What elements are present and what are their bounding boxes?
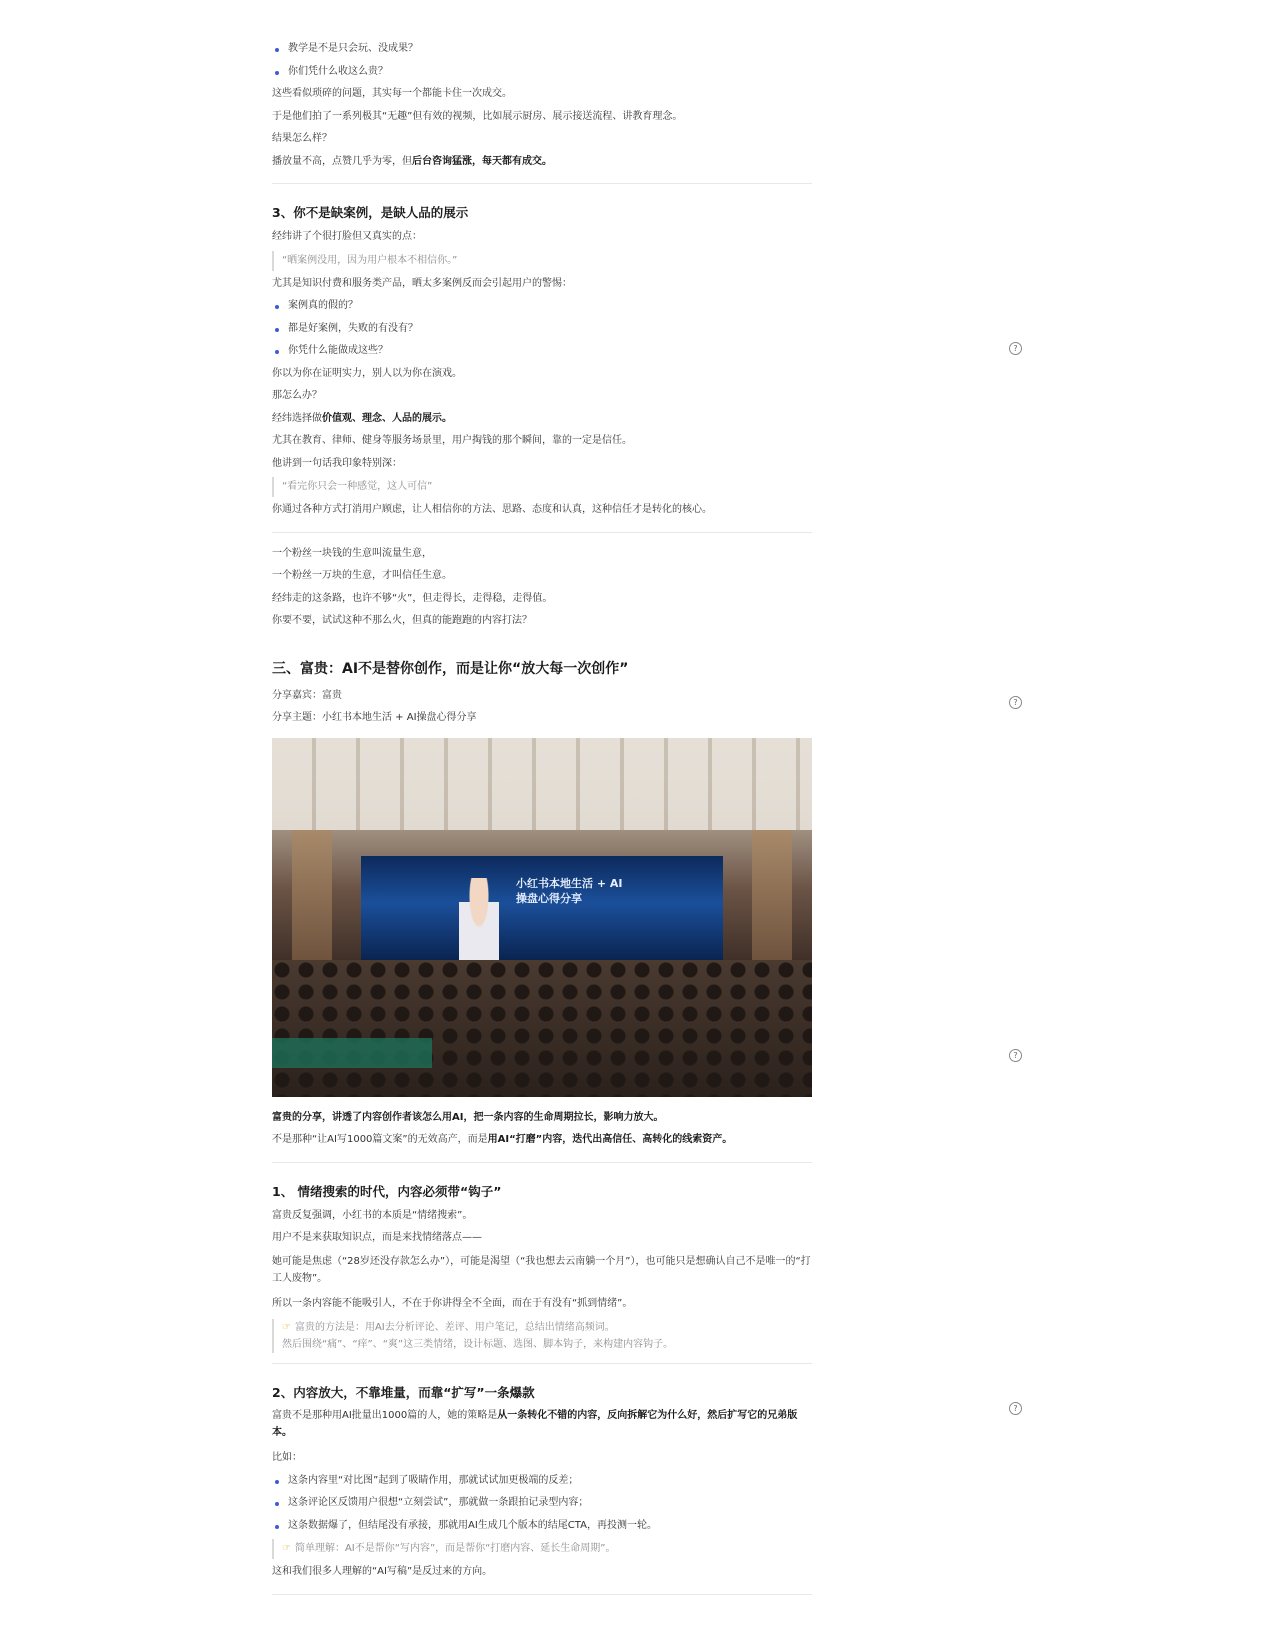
paragraph: 播放量不高，点赞几乎为零，但后台咨询猛涨，每天都有成交。 — [272, 155, 552, 167]
pointing-hand-icon: ☞ — [282, 1543, 291, 1554]
paragraph: 你要不要，试试这种不那么火，但真的能跑跑的内容打法？ — [272, 615, 532, 626]
divider — [272, 1363, 812, 1364]
list-item: 你们凭什么收这么贵？ — [272, 61, 812, 84]
paragraph: 他讲到一句话我印象特别深： — [272, 457, 402, 469]
paragraph: 尤其在教育、律师、健身等服务场景里，用户掏钱的那个瞬间，靠的一定是信任。 — [272, 435, 632, 446]
paragraph: 那怎么办？ — [272, 390, 322, 401]
divider — [272, 532, 812, 533]
paragraph: 富贵不是那种用AI批量出1000篇的人，她的策略是从一条转化不错的内容，反向拆解它为什么好，然后扩写它的兄弟版本。 — [272, 1410, 798, 1438]
part-heading: 三、富贵：AI不是替你创作，而是让你“放大每一次创作” — [272, 660, 629, 677]
paragraph: 这些看似琐碎的问题，其实每一个都能卡住一次成交。 — [272, 88, 512, 99]
section-heading: 3、你不是缺案例，是缺人品的展示 — [272, 205, 469, 220]
paragraph: 分享主题：小红书本地生活 + AI操盘心得分享 — [272, 712, 477, 723]
divider — [272, 1594, 812, 1595]
paragraph: 富贵的分享，讲透了内容创作者该怎么用AI，把一条内容的生命周期拉长，影响力放大。 — [272, 1111, 664, 1123]
list-item: 这条评论区反馈用户很想“立刻尝试”，那就做一条跟拍记录型内容； — [272, 1492, 812, 1515]
photo-ceiling — [272, 738, 812, 830]
paragraph: 比如： — [272, 1452, 302, 1463]
paragraph: 你通过各种方式打消用户顾虑，让人相信你的方法、思路、态度和认真，这种信任才是转化的核心。 — [272, 504, 712, 515]
paragraph: 不是那种“让AI写1000篇文案”的无效高产，而是用AI“打磨”内容，迭代出高信任、高转化的线索资产。 — [272, 1134, 733, 1145]
paragraph: 你以为你在证明实力，别人以为你在演戏。 — [272, 367, 462, 379]
paragraph: 这和我们很多人理解的“AI写稿”是反过来的方向。 — [272, 1566, 493, 1577]
blockquote: “晒案例没用，因为用户根本不相信你。” — [272, 251, 812, 271]
paragraph: 经纬讲了个很打脸但又真实的点： — [272, 231, 422, 242]
photo-pillar — [292, 830, 332, 970]
paragraph: 经纬选择做价值观、理念、人品的展示。 — [272, 412, 452, 424]
paragraph: 结果怎么样？ — [272, 133, 332, 144]
list-item: 你凭什么能做成这些？ — [272, 340, 812, 363]
tip-quote: ☞ 富贵的方法是：用AI去分析评论、差评、用户笔记，总结出情绪高频词。 然后围绕“痛”、“痒”、“爽”这三类情绪，设计标题、选图、脚本钩子，来构建内容钩子。 — [272, 1319, 812, 1353]
tip-quote: ☞ 简单理解：AI不是帮你“写内容”，而是帮你“打磨内容、延长生命周期”。 — [272, 1539, 812, 1559]
divider — [272, 183, 812, 184]
paragraph: 用户不是来获取知识点，而是来找情绪落点—— — [272, 1232, 482, 1243]
paragraph: 分享嘉宾：富贵 — [272, 689, 342, 701]
photo-table — [272, 1038, 432, 1068]
list-item: 这条内容里“对比图”起到了吸睛作用，那就试试加更极端的反差； — [272, 1470, 812, 1493]
section-heading: 2、内容放大，不靠堆量，而靠“扩写”一条爆款 — [272, 1385, 535, 1400]
blockquote: “看完你只会一种感觉，这人可信” — [272, 477, 812, 497]
photo-speaker — [459, 878, 499, 960]
photo-stage-screen — [361, 856, 723, 960]
help-icon[interactable]: ? — [1009, 696, 1022, 709]
paragraph: 尤其是知识付费和服务类产品，晒太多案例反而会引起用户的警惕： — [272, 277, 572, 289]
photo-audience — [272, 960, 812, 1097]
pointing-hand-icon: ☞ — [282, 1322, 291, 1333]
paragraph: 一个粉丝一万块的生意，才叫信任生意。 — [272, 570, 452, 581]
help-icon[interactable]: ? — [1009, 342, 1022, 355]
event-photo — [272, 738, 812, 1097]
help-icon[interactable]: ? — [1009, 1049, 1022, 1062]
paragraph: 一个粉丝一块钱的生意叫流量生意， — [272, 547, 432, 559]
help-icon[interactable]: ? — [1009, 1402, 1022, 1415]
paragraph: 经纬走的这条路，也许不够“火”，但走得长，走得稳，走得值。 — [272, 592, 553, 604]
paragraph: 所以一条内容能不能吸引人，不在于你讲得全不全面，而在于有没有“抓到情绪”。 — [272, 1297, 633, 1309]
photo-screen-title: 小红书本地生活 + AI 操盘心得分享 — [516, 876, 623, 905]
paragraph: 她可能是焦虑（“28岁还没存款怎么办”），可能是渴望（“我也想去云南躺一个月”），也可能只是想确认自己不是唯一的“打工人废物”。 — [272, 1255, 811, 1284]
list-item: 教学是不是只会玩、没成果？ — [272, 38, 812, 61]
article-body — [272, 38, 812, 1605]
list-item: 这条数据爆了，但结尾没有承接，那就用AI生成几个版本的结尾CTA，再投测一轮。 — [272, 1515, 812, 1538]
section-heading: 1、 情绪搜索的时代，内容必须带“钩子” — [272, 1183, 502, 1199]
photo-pillar — [752, 830, 792, 970]
list-item: 都是好案例，失败的有没有？ — [272, 318, 812, 341]
paragraph: 富贵反复强调，小红书的本质是“情绪搜索”。 — [272, 1209, 473, 1221]
list-item: 案例真的假的？ — [272, 295, 812, 318]
divider — [272, 1162, 812, 1163]
paragraph: 于是他们拍了一系列极其“无趣”但有效的视频，比如展示厨房、展示接送流程、讲教育理念。 — [272, 110, 683, 122]
